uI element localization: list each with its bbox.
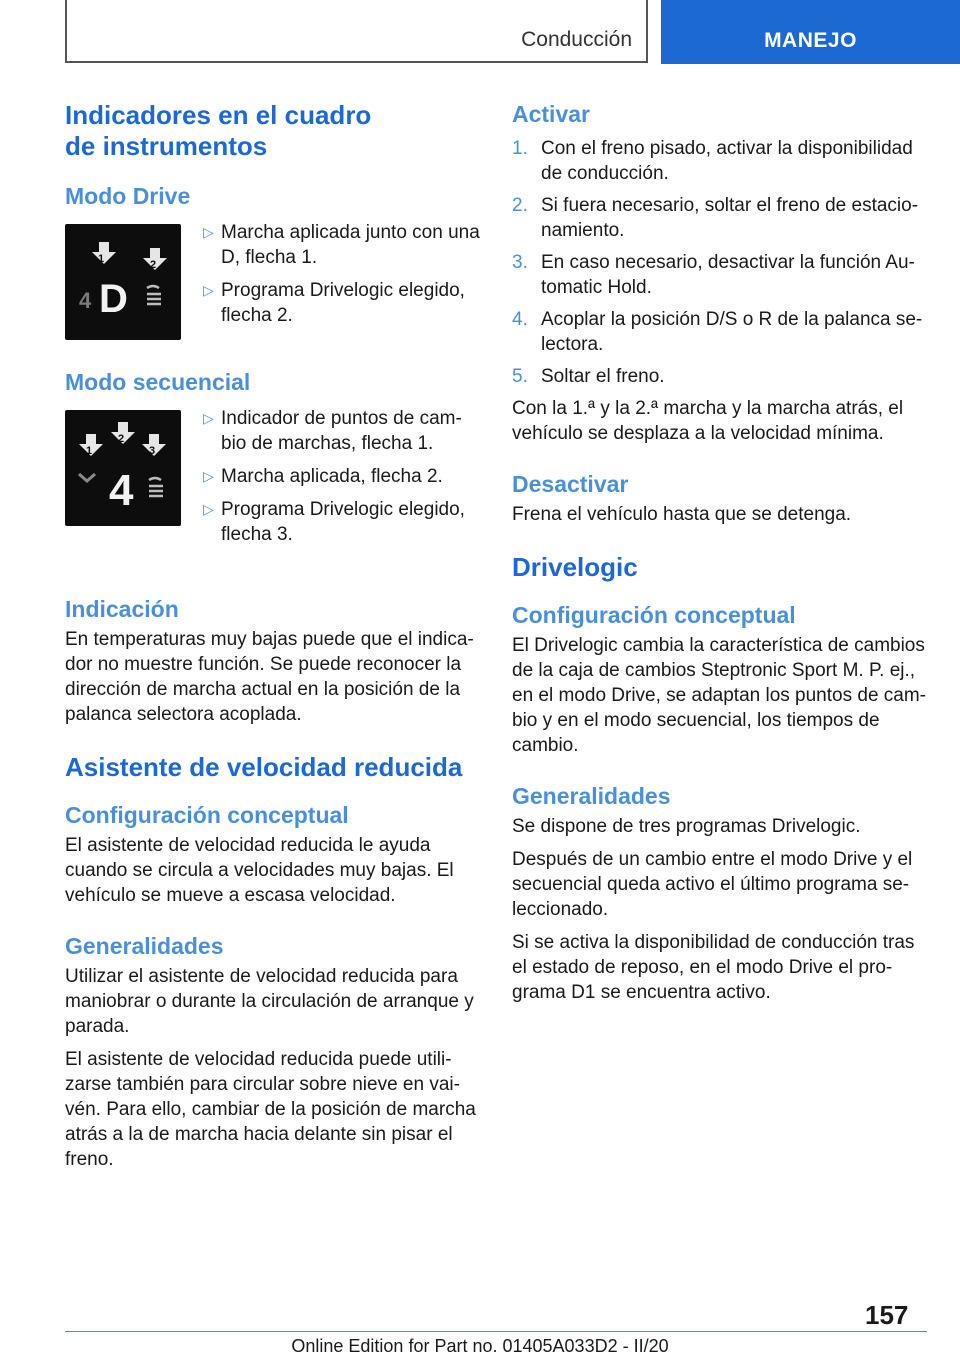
title-line-2: de instrumentos (65, 131, 268, 161)
assistant-concept-text: El asistente de velocidad reducida le ayuda cuando se circula a velocidades muy bajas. El vehículo se mueve a escasa velocidad. (65, 835, 454, 906)
arrow-2-label: 2 (150, 259, 157, 271)
footer-edition: Online Edition for Part no. 01405A033D2 - II/20 (291, 1336, 669, 1356)
list-item: 3. En caso necesario, desactivar la función Au-tomatic Hold. (512, 252, 915, 298)
drivelogic-general-text-3: Si se activa la disponibilidad de conducción tras el estado de reposo, en el modo Drive el pro-grama D1 se encuentra activo. (512, 932, 915, 1003)
sequential-mode-figure (65, 410, 181, 526)
gear-main-value: D (99, 277, 128, 321)
left-column (65, 100, 480, 1172)
activate-note: Con la 1.ª y la 2.ª marcha y la marcha atrás, el vehículo se desplaza a la velocidad mínima. (512, 398, 904, 444)
section-title-instruments (65, 100, 480, 162)
heading-activate: Activar (512, 101, 590, 127)
arrow-1-label: 1 (86, 445, 93, 457)
heading-general-assistant: Generalidades (65, 933, 224, 959)
assistant-general-text-1: Utilizar el asistente de velocidad reducida para maniobrar o durante la circulación de arranque y parada. (65, 966, 474, 1037)
triangle-bullet-icon: ▷ (203, 468, 214, 484)
list-item: ▷ Indicador de puntos de cam-bio de marchas, flecha 1. (203, 408, 462, 454)
heading-concept-assistant: Configuración conceptual (65, 802, 349, 828)
list-item: 1. Con el freno pisado, activar la disponibilidad de conducción. (512, 138, 913, 184)
right-column (512, 100, 927, 1005)
drivelogic-program-icon (147, 286, 161, 304)
drive-mode-list (203, 220, 480, 340)
list-item: 2. Si fuera necesario, soltar el freno de estacio-namiento. (512, 195, 919, 241)
assistant-general-text-2: El asistente de velocidad reducida puede utili-zarse también para circular sobre nieve en vai-vén. Para ello, cambiar de la posición de marcha atrás a la de marcha hacia delante sin pisar el freno. (65, 1049, 476, 1170)
heading-indication: Indicación (65, 596, 179, 622)
drive-display-graphic (65, 224, 181, 340)
triangle-bullet-icon: ▷ (203, 282, 214, 298)
list-item: 5. Soltar el freno. (512, 366, 665, 387)
arrow-3-label: 3 (149, 445, 156, 457)
gear-main-value: 4 (109, 466, 134, 515)
triangle-bullet-icon: ▷ (203, 410, 214, 426)
triangle-bullet-icon: ▷ (203, 501, 214, 517)
footer-divider (65, 1331, 927, 1332)
heading-general-drivelogic: Generalidades (512, 783, 671, 809)
header-section-box (65, 0, 648, 63)
deactivate-text: Frena el vehículo hasta que se detenga. (512, 504, 852, 525)
list-item: 4. Acoplar la posición D/S o R de la palanca se-lectora. (512, 309, 923, 355)
section-title-drivelogic: Drivelogic (512, 552, 638, 582)
sequential-mode-list (203, 406, 480, 555)
drivelogic-program-icon (149, 478, 163, 496)
sequential-display-graphic (65, 410, 181, 526)
drive-mode-block (65, 224, 480, 340)
gear-left-value: 4 (79, 288, 92, 313)
list-item: ▷ Marcha aplicada junto con una D, flecha 1. (203, 222, 480, 268)
list-item: ▷ Programa Drivelogic elegido, flecha 2. (203, 280, 465, 326)
drivelogic-general-text-1: Se dispone de tres programas Drivelogic. (512, 816, 861, 837)
heading-concept-drivelogic: Configuración conceptual (512, 602, 796, 628)
page-number: 157 (865, 1300, 909, 1330)
chevron-down-icon (79, 474, 95, 481)
header-chapter-tab[interactable]: MANEJO (661, 0, 960, 64)
list-item: ▷ Programa Drivelogic elegido, flecha 3. (203, 499, 465, 545)
heading-drive-mode: Modo Drive (65, 183, 191, 209)
title-line-1: Indicadores en el cuadro (65, 100, 372, 130)
section-title-low-speed-assistant: Asistente de velocidad reducida (65, 752, 463, 782)
list-item: ▷ Marcha aplicada, flecha 2. (203, 466, 443, 487)
activate-steps (512, 136, 927, 389)
arrow-2-label: 2 (118, 433, 125, 445)
heading-deactivate: Desactivar (512, 471, 629, 497)
header-section-title: Conducción (521, 28, 632, 51)
drive-mode-figure (65, 224, 181, 340)
arrow-1-label: 1 (98, 253, 105, 265)
triangle-bullet-icon: ▷ (203, 224, 214, 240)
indication-text: En temperaturas muy bajas puede que el indica-dor no muestre función. Se puede reconocer la dirección de marcha actual en la posición de la palanca selectora acoplada. (65, 629, 474, 725)
sequential-mode-block (65, 410, 480, 555)
drivelogic-concept-text: El Drivelogic cambia la característica de cambios de la caja de cambios Steptronic Sport M. P. ej., en el modo Drive, se adaptan los puntos de cam-bio y en el modo secuencial, los tiempos de cambio. (512, 635, 927, 756)
heading-sequential-mode: Modo secuencial (65, 369, 251, 395)
drivelogic-general-text-2: Después de un cambio entre el modo Drive y el secuencial queda activo el último programa se-leccionado. (512, 849, 913, 920)
